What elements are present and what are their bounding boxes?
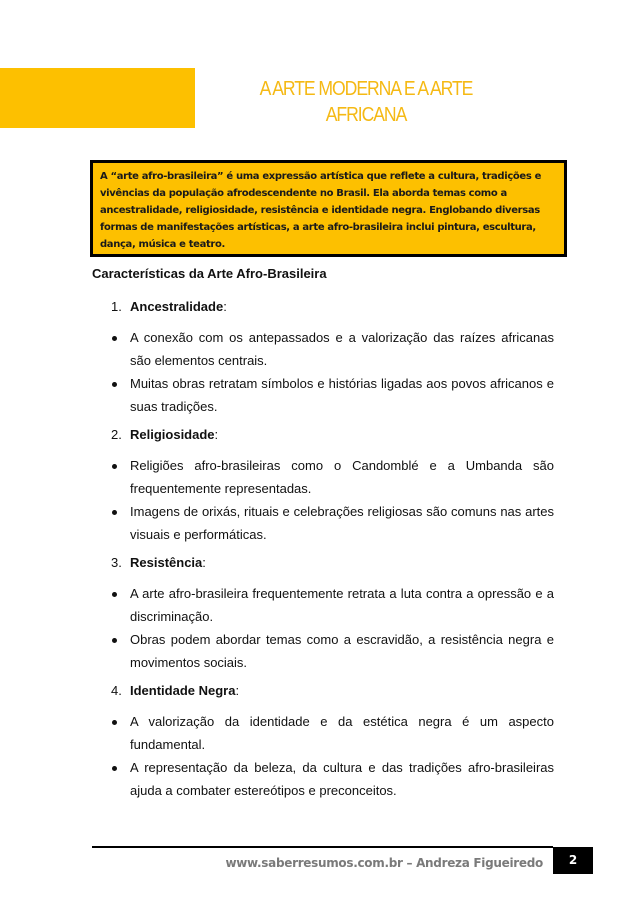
page-title-line-1: A ARTE MODERNA E A ARTE [259, 78, 473, 100]
list-item: A representação da beleza, da cultura e das tradições afro-brasileiras ajuda a combater estereótipos e preconceitos. [92, 756, 554, 802]
bullet-list [92, 710, 554, 802]
bullet-icon [112, 766, 117, 771]
list-item: A valorização da identidade e da estética negra é um aspecto fundamental. [92, 710, 554, 756]
item-number: 4. [111, 683, 122, 698]
item-number: 3. [111, 555, 122, 570]
item-title: Religiosidade [130, 427, 215, 442]
bullet-icon [112, 464, 117, 469]
item-number: 1. [111, 299, 122, 314]
intro-callout-box [90, 160, 567, 257]
characteristics-list [92, 296, 554, 808]
intro-text: A “arte afro-brasileira” é uma expressão artística que reflete a cultura, tradições e vivências da população afrodescendente no Brasil. Ela aborda temas como a ancestralidade, religiosidade, resistência e identidade negra. Englobando diversas formas de manifestações artísticas, a arte afro-brasileira inclui pintura, escultura, dança, música e teatro. [100, 171, 542, 250]
numbered-item-identidade-negra: 4. Identidade Negra: [92, 680, 554, 702]
list-item: Muitas obras retratam símbolos e histórias ligadas aos povos africanos e suas tradições. [92, 372, 554, 418]
footer-divider [92, 846, 553, 848]
bullet-icon [112, 638, 117, 643]
bullet-icon [112, 720, 117, 725]
bullet-icon [112, 382, 117, 387]
bullet-icon [112, 336, 117, 341]
page-number: 2 [553, 847, 593, 874]
numbered-item-ancestralidade: 1. Ancestralidade: [92, 296, 554, 318]
page-title-line-2: AFRICANA [325, 104, 407, 126]
page-title [220, 76, 512, 128]
item-title: Identidade Negra [130, 683, 236, 698]
item-title: Ancestralidade [130, 299, 224, 314]
bullet-icon [112, 592, 117, 597]
section-heading: Características da Arte Afro-Brasileira [92, 266, 327, 281]
bullet-list [92, 582, 554, 674]
bullet-list [92, 326, 554, 418]
footer-credit: www.saberresumos.com.br – Andreza Figueiredo [225, 856, 543, 870]
item-title: Resistência [130, 555, 203, 570]
item-number: 2. [111, 427, 122, 442]
bullet-icon [112, 510, 117, 515]
list-item: A arte afro-brasileira frequentemente retrata a luta contra a opressão e a discriminação. [92, 582, 554, 628]
list-item: Imagens de orixás, rituais e celebrações religiosas são comuns nas artes visuais e performáticas. [92, 500, 554, 546]
bullet-list [92, 454, 554, 546]
list-item: Obras podem abordar temas como a escravidão, a resistência negra e movimentos sociais. [92, 628, 554, 674]
header-accent-bar [0, 68, 195, 128]
list-item: A conexão com os antepassados e a valorização das raízes africanas são elementos centrais. [92, 326, 554, 372]
numbered-item-religiosidade: 2. Religiosidade: [92, 424, 554, 446]
numbered-item-resistencia: 3. Resistência: [92, 552, 554, 574]
list-item: Religiões afro-brasileiras como o Candomblé e a Umbanda são frequentemente representadas. [92, 454, 554, 500]
